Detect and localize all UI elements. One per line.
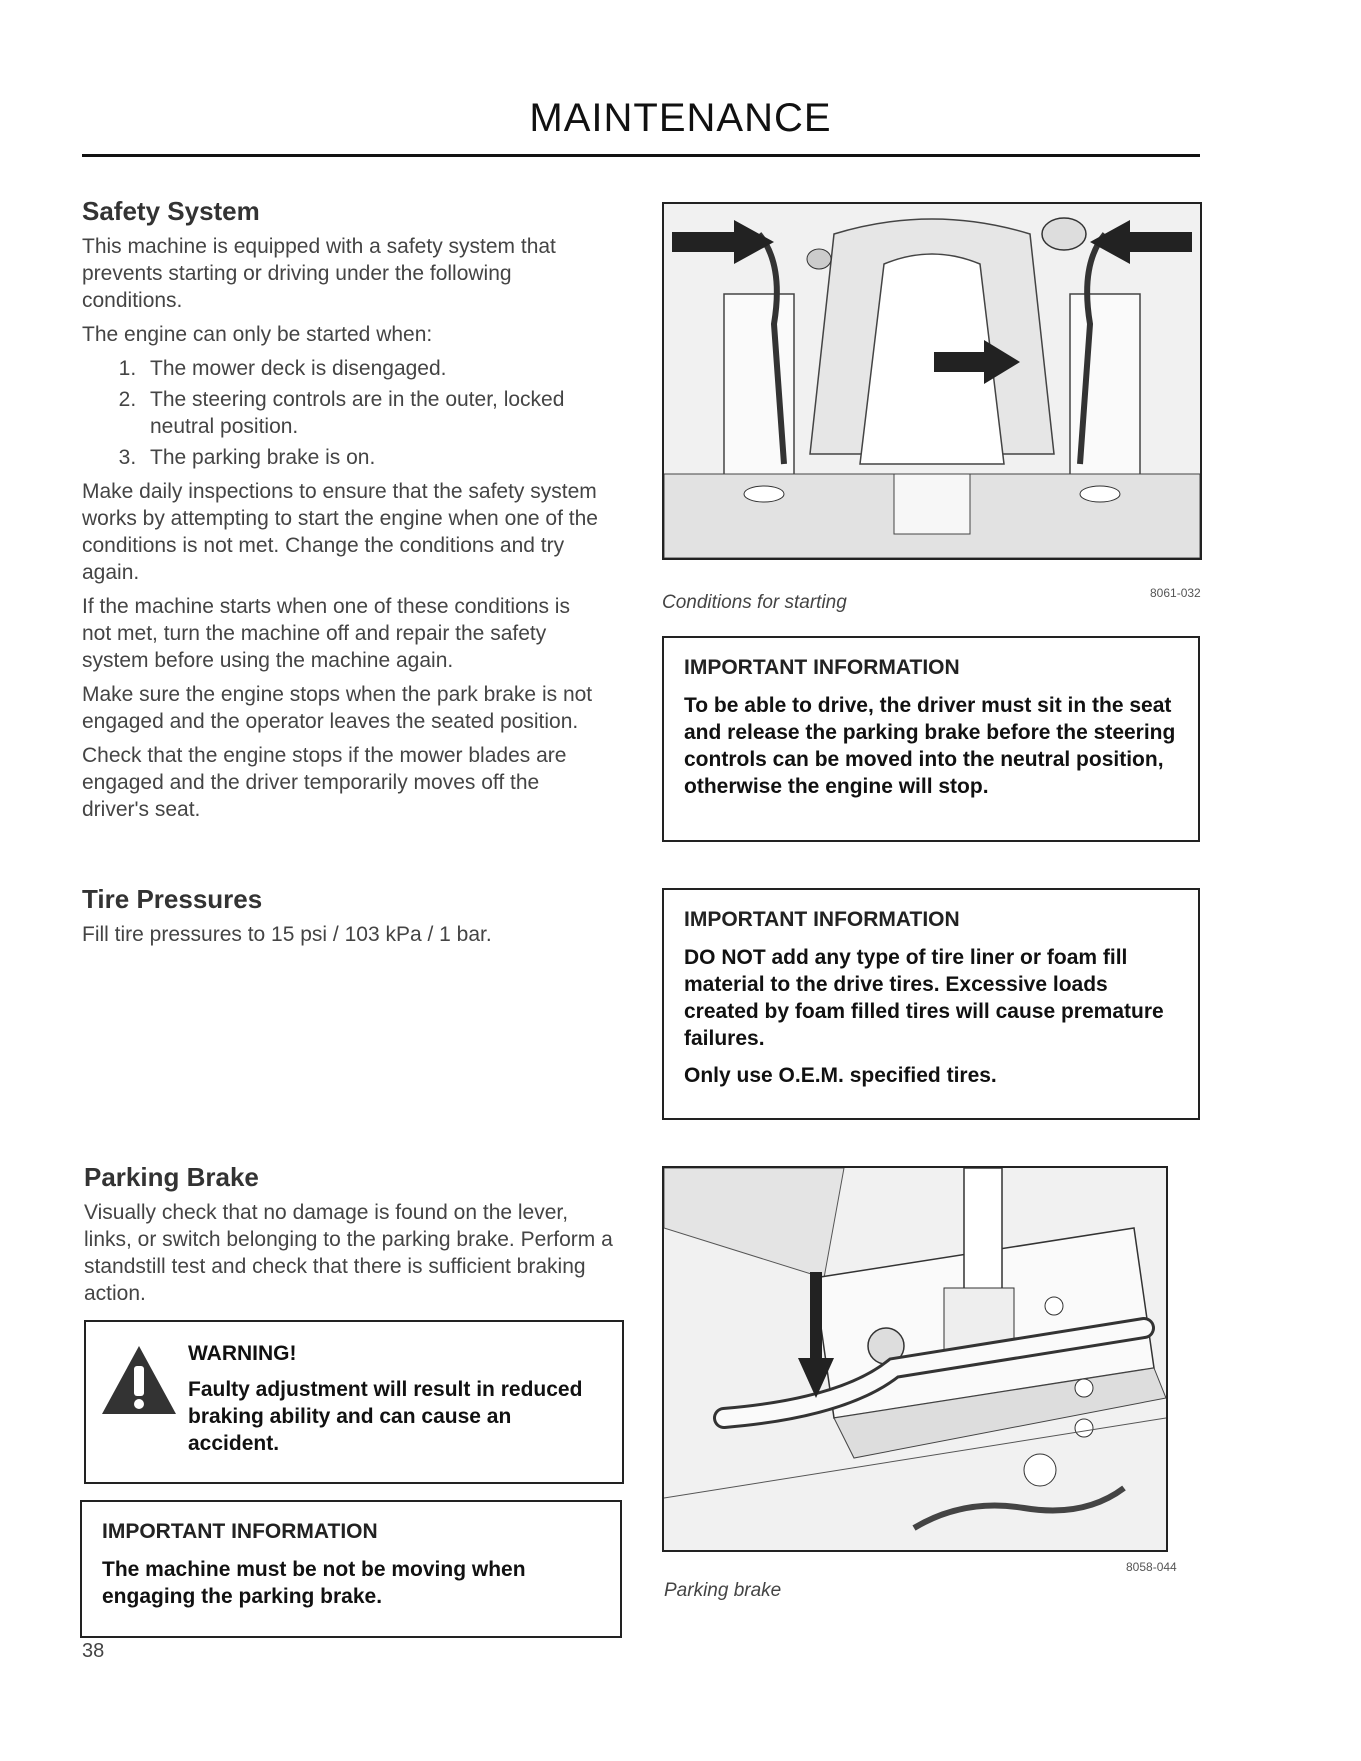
info-text: DO NOT add any type of tire liner or foam fill material to the drive tires. Excessive loads created by foam filled tires will cause premature failures. xyxy=(684,946,1164,1050)
page-number: 38 xyxy=(82,1640,105,1662)
tire-pressures-section xyxy=(82,884,602,955)
mower-seat-illustration xyxy=(664,204,1200,558)
safety-paragraph: If the machine starts when one of these conditions is not met, turn the machine off and repair the safety system before using the machine again. xyxy=(82,595,570,672)
tire-pressures-heading: Tire Pressures xyxy=(82,884,263,914)
parking-brake-illustration xyxy=(664,1168,1166,1550)
info-heading: IMPORTANT INFORMATION xyxy=(102,1520,378,1543)
conditions-for-starting-figure xyxy=(662,202,1202,560)
important-information-box xyxy=(662,636,1200,842)
safety-paragraph: Make daily inspections to ensure that the safety system works by attempting to start the engine when one of the conditions is not met. Change the conditions and try again. xyxy=(82,480,598,584)
parking-brake-figure xyxy=(662,1166,1168,1552)
important-information-box xyxy=(662,888,1200,1120)
safety-system-heading: Safety System xyxy=(82,196,260,226)
list-item: 1. The mower deck is disengaged. xyxy=(142,355,602,382)
warning-text: Faulty adjustment will result in reduced braking ability and can cause an accident. xyxy=(188,1378,583,1455)
info-text: To be able to drive, the driver must sit in the seat and release the parking brake before the steering controls can be moved into the neutral position, otherwise the engine will stop. xyxy=(684,694,1176,798)
warning-box xyxy=(84,1320,624,1484)
info-text: Only use O.E.M. specified tires. xyxy=(684,1064,997,1087)
parking-brake-text: Visually check that no damage is found on the lever, links, or switch belonging to the parking brake. Perform a standstill test and check that there is sufficient braking action. xyxy=(84,1201,613,1305)
safety-system-section xyxy=(82,196,602,830)
start-lead: The engine can only be started when: xyxy=(82,323,433,346)
safety-paragraph: Make sure the engine stops when the park brake is not engaged and the operator leaves the seated position. xyxy=(82,683,593,733)
figure-caption: Conditions for starting xyxy=(662,592,847,613)
safety-paragraph: Check that the engine stops if the mower blades are engaged and the driver temporarily moves off the driver's seat. xyxy=(82,744,567,821)
warning-title: WARNING! xyxy=(188,1342,297,1365)
parking-brake-section xyxy=(84,1162,614,1314)
figure-caption: Parking brake xyxy=(664,1580,782,1601)
figure-code: 8061-032 xyxy=(1150,586,1201,600)
figure-code: 8058-044 xyxy=(1126,1560,1177,1574)
page-title: MAINTENANCE xyxy=(529,96,832,140)
info-heading: IMPORTANT INFORMATION xyxy=(684,908,960,931)
parking-brake-heading: Parking Brake xyxy=(84,1162,259,1192)
title-divider xyxy=(82,154,1200,157)
safety-system-intro: This machine is equipped with a safety system that prevents starting or driving under the following conditions. xyxy=(82,235,556,312)
info-heading: IMPORTANT INFORMATION xyxy=(684,656,960,679)
start-conditions-list xyxy=(82,355,602,471)
tire-pressures-text: Fill tire pressures to 15 psi / 103 kPa / 1 bar. xyxy=(82,923,492,946)
list-item: 2. The steering controls are in the outer, locked neutral position. xyxy=(142,386,602,440)
info-text: The machine must be not be moving when engaging the parking brake. xyxy=(102,1558,526,1608)
list-item: 3. The parking brake is on. xyxy=(142,444,602,471)
warning-triangle-icon xyxy=(100,1344,178,1416)
important-information-box xyxy=(80,1500,622,1638)
